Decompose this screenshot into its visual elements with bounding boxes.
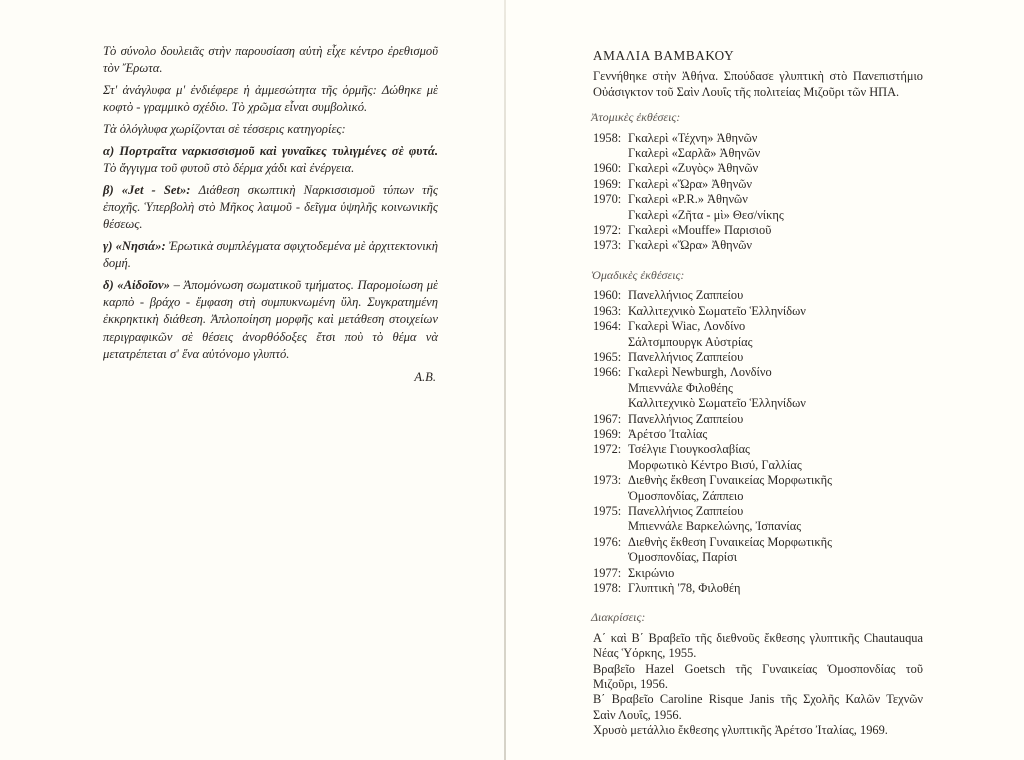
exhibition-venues bbox=[628, 427, 923, 442]
exhibition-venue: Σάλτσμπουργκ Αὐστρίας bbox=[628, 334, 753, 349]
category-b bbox=[103, 182, 438, 234]
category-lead: δ) «Αἰδοῖον» bbox=[103, 278, 170, 292]
award-entry: Α΄ καὶ Β΄ Βραβεῖο τῆς διεθνοῦς ἔκθεσης γλυπτικῆς Chautauqua Νέας Ὑόρκης, 1955. bbox=[593, 630, 923, 661]
paragraph bbox=[103, 121, 438, 138]
award-entry: Β΄ Βραβεῖο Caroline Risque Janis τῆς Σχολῆς Καλῶν Τεχνῶν Σαὶν Λουΐς, 1956. bbox=[593, 692, 923, 722]
exhibition-venue: Γκαλερὶ «Τέχνη» Ἀθηνῶν bbox=[628, 130, 758, 145]
exhibition-entry bbox=[593, 473, 923, 504]
exhibition-venue: Γκαλερὶ «P.R.» Ἀθηνῶν bbox=[628, 192, 748, 207]
exhibition-venue: Γκαλερὶ «Σαρλᾶ» Ἀθηνῶν bbox=[628, 146, 761, 161]
exhibition-year: 1972: bbox=[593, 442, 622, 457]
exhibition-venue: Μπιεννάλε Φιλοθέης bbox=[628, 380, 733, 395]
exhibition-venue: Ἀρέτσο Ἰταλίας bbox=[628, 426, 708, 441]
exhibition-entry bbox=[593, 412, 923, 427]
exhibition-entry bbox=[593, 504, 923, 535]
paragraph-text: Στ' ἀνάγλυφα μ' ἐνδιέφερε ἡ ἀμμεσώτητα τῆς ὁρμῆς: Δώθηκε μὲ κοφτὸ - γραμμικὸ σχέδιο. Τὸ χρῶμα εἶναι συμβολικό. bbox=[103, 83, 438, 115]
exhibition-year: 1976: bbox=[593, 534, 622, 549]
exhibition-venues bbox=[628, 504, 923, 535]
exhibition-venues bbox=[628, 288, 923, 303]
exhibition-venue: Γκαλερὶ «Ζῆτα - μὶ» Θεσ/νίκης bbox=[628, 207, 784, 222]
exhibition-venues bbox=[628, 161, 923, 176]
exhibition-year: 1973: bbox=[593, 473, 622, 488]
category-text: – Ἀπομόνωση σωματικοῦ τμήματος. Παρομοίωση μὲ καρπὸ - βράχο - ἔμφαση στὴ συμπυκνωμένη ὕλη. Συγκρατημένη ἐκκρηκτικὴ διάθεση. Ἀπλοποίηση μορφῆς καὶ μετάθεση στοιχείων περιγραφικῶν σὲ θέσεις ἀνορθόδοξες ἔτσι ποὺ τὸ θέμα νὰ μετατρέπεται σ' ἕνα αὐτόνομο γλυπτό. bbox=[103, 278, 438, 361]
exhibition-venue: Καλλιτεχνικὸ Σωματεῖο Ἑλληνίδων bbox=[628, 303, 806, 318]
category-text: Τὸ ἄγγιγμα τοῦ φυτοῦ στὸ δέρμα χάδι καὶ ἐνέργεια. bbox=[103, 161, 355, 175]
exhibition-venue: Μορφωτικὸ Κέντρο Βισύ, Γαλλίας bbox=[628, 457, 802, 472]
exhibition-venues bbox=[628, 442, 923, 473]
exhibition-entry bbox=[593, 177, 923, 192]
category-a bbox=[103, 143, 438, 177]
exhibition-year: 1972: bbox=[593, 223, 622, 238]
category-c bbox=[103, 238, 438, 272]
exhibition-entry bbox=[593, 319, 923, 350]
exhibition-venue: Τσέλγιε Γιουγκοσλαβίας bbox=[628, 442, 750, 457]
exhibition-year: 1969: bbox=[593, 176, 622, 191]
category-lead: α) Πορτραῖτα ναρκισσισμοῦ καὶ γυναῖκες τυλιγμένες σὲ φυτά. bbox=[103, 143, 438, 158]
category-text: Διάθεση σκωπτικὴ Ναρκισσισμοῦ τύπων τῆς ἐποχῆς. Ὑπερβολὴ στὸ Μῆκος λαιμοῦ - δεῖγμα ὑψηλῆς κοινωνικῆς θέσεως. bbox=[103, 182, 438, 232]
exhibition-venue: Γλυπτικὴ '78, Φιλοθέη bbox=[628, 581, 741, 595]
exhibition-venues bbox=[628, 535, 923, 566]
exhibition-entry bbox=[593, 238, 923, 253]
exhibition-venues bbox=[628, 304, 923, 319]
exhibition-venue: Πανελλήνιος Ζαππείου bbox=[628, 288, 744, 303]
exhibition-entry bbox=[593, 223, 923, 238]
group-exhibitions-list bbox=[593, 288, 923, 596]
exhibition-venue: Διεθνὴς ἔκθεση Γυναικείας Μορφωτικῆς bbox=[628, 473, 833, 488]
exhibition-venues bbox=[628, 473, 923, 504]
exhibition-year: 1964: bbox=[593, 319, 622, 334]
exhibition-venue: Γκαλερὶ Newburgh, Λονδίνο bbox=[628, 365, 772, 380]
exhibition-year: 1960: bbox=[593, 161, 622, 176]
paragraph-text: Τὰ ὁλόγλυφα χωρίζονται σὲ τέσσερις κατηγορίες: bbox=[103, 122, 346, 136]
exhibition-entry bbox=[593, 131, 923, 162]
page-gutter bbox=[504, 0, 506, 760]
exhibition-venues bbox=[628, 350, 923, 365]
exhibition-year: 1958: bbox=[593, 130, 622, 145]
exhibition-year: 1970: bbox=[593, 192, 622, 207]
exhibition-entry bbox=[593, 581, 923, 596]
exhibition-entry bbox=[593, 566, 923, 581]
exhibition-entry bbox=[593, 161, 923, 176]
exhibition-venues bbox=[628, 365, 923, 411]
exhibition-year: 1966: bbox=[593, 365, 622, 380]
solo-exhibitions-label: Ἀτομικὲς ἐκθέσεις: bbox=[591, 110, 681, 125]
exhibition-year: 1963: bbox=[593, 303, 622, 318]
exhibition-entry bbox=[593, 535, 923, 566]
left-page-text bbox=[103, 43, 438, 391]
paragraph bbox=[103, 43, 438, 77]
exhibition-venue: Ὁμοσπονδίας, Παρίσι bbox=[628, 550, 738, 565]
solo-exhibitions-list bbox=[593, 131, 923, 254]
exhibition-venues bbox=[628, 131, 923, 162]
exhibition-venue: Γκαλερὶ Wiac, Λονδίνο bbox=[628, 319, 746, 334]
exhibition-venue: Ὁμοσπονδίας, Ζάππειο bbox=[628, 488, 744, 503]
exhibition-entry bbox=[593, 192, 923, 223]
award-entry: Χρυσὸ μετάλλιο ἔκθεσης γλυπτικῆς Ἀρέτσο Ἰταλίας, 1969. bbox=[593, 723, 888, 738]
exhibition-year: 1975: bbox=[593, 503, 622, 518]
exhibition-entry bbox=[593, 304, 923, 319]
exhibition-entry bbox=[593, 442, 923, 473]
exhibition-entry bbox=[593, 288, 923, 303]
exhibition-venue: Γκαλερὶ «Ὥρα» Ἀθηνῶν bbox=[628, 176, 753, 191]
exhibition-venue: Πανελλήνιος Ζαππείου bbox=[628, 411, 744, 426]
award-entry: Βραβεῖο Hazel Goetsch τῆς Γυναικείας Ὁμοσπονδίας τοῦ Μιζοῦρι, 1956. bbox=[593, 661, 923, 692]
exhibition-venues bbox=[628, 319, 923, 350]
exhibition-venue: Γκαλερὶ «Mouffe» Παρισιοῦ bbox=[628, 223, 772, 238]
exhibition-venues bbox=[628, 581, 923, 596]
exhibition-venues bbox=[628, 177, 923, 192]
exhibition-year: 1965: bbox=[593, 349, 622, 364]
exhibition-venues bbox=[628, 223, 923, 238]
exhibition-venues bbox=[628, 412, 923, 427]
awards-list bbox=[593, 631, 923, 739]
category-text: Ἐρωτικὰ συμπλέγματα σφιχτοδεμένα μὲ ἀρχιτεκτονικὴ δομή. bbox=[103, 239, 438, 271]
exhibition-venue: Καλλιτεχνικὸ Σωματεῖο Ἑλληνίδων bbox=[628, 396, 806, 411]
exhibition-venue: Γκαλερὶ «Ὥρα» Ἀθηνῶν bbox=[628, 238, 753, 253]
exhibition-entry bbox=[593, 365, 923, 411]
exhibition-venues bbox=[628, 238, 923, 253]
exhibition-year: 1960: bbox=[593, 288, 622, 303]
exhibition-venue: Γκαλερὶ «Ζυγὸς» Ἀθηνῶν bbox=[628, 161, 759, 176]
signature: Α.Β. bbox=[414, 370, 436, 385]
group-exhibitions-label: Ὁμαδικὲς ἐκθέσεις: bbox=[591, 267, 685, 282]
category-lead: γ) «Νησιά»: bbox=[103, 239, 166, 253]
category-d bbox=[103, 277, 438, 363]
paragraph bbox=[103, 82, 438, 116]
exhibition-year: 1978: bbox=[593, 581, 622, 595]
exhibition-entry bbox=[593, 427, 923, 442]
exhibition-venues bbox=[628, 192, 923, 223]
exhibition-entry bbox=[593, 350, 923, 365]
paragraph-text: Τὸ σύνολο δουλειᾶς στὴν παρουσίαση αὐτὴ εἶχε κέντρο ἐρεθισμοῦ τὸν Ἔρωτα. bbox=[103, 44, 438, 76]
exhibition-venue: Πανελλήνιος Ζαππείου bbox=[628, 349, 744, 364]
category-lead: β) «Jet - Set»: bbox=[103, 182, 191, 197]
exhibition-venues bbox=[628, 566, 923, 581]
exhibition-year: 1969: bbox=[593, 426, 622, 441]
artist-name: ΑΜΑΛΙΑ ΒΑΜΒΑΚΟΥ bbox=[593, 48, 735, 63]
exhibition-venue: Πανελλήνιος Ζαππείου bbox=[628, 503, 744, 518]
exhibition-year: 1977: bbox=[593, 565, 622, 580]
artist-bio: Γεννήθηκε στὴν Ἀθήνα. Σπούδασε γλυπτικὴ στὸ Πανεπιστήμιο Οὐάσιγκτον τοῦ Σαὶν Λουΐς τῆς πολιτείας Μιζοῦρι τῶν ΗΠΑ. bbox=[593, 69, 923, 99]
exhibition-venue: Σκιρώνιο bbox=[628, 565, 675, 580]
exhibition-year: 1967: bbox=[593, 411, 622, 426]
awards-label: Διακρίσεις: bbox=[591, 610, 646, 625]
right-page-text bbox=[593, 48, 923, 739]
exhibition-venue: Μπιεννάλε Βαρκελώνης, Ἰσπανίας bbox=[628, 519, 802, 534]
exhibition-venue: Διεθνὴς ἔκθεση Γυναικείας Μορφωτικῆς bbox=[628, 534, 833, 549]
exhibition-year: 1973: bbox=[593, 238, 622, 253]
